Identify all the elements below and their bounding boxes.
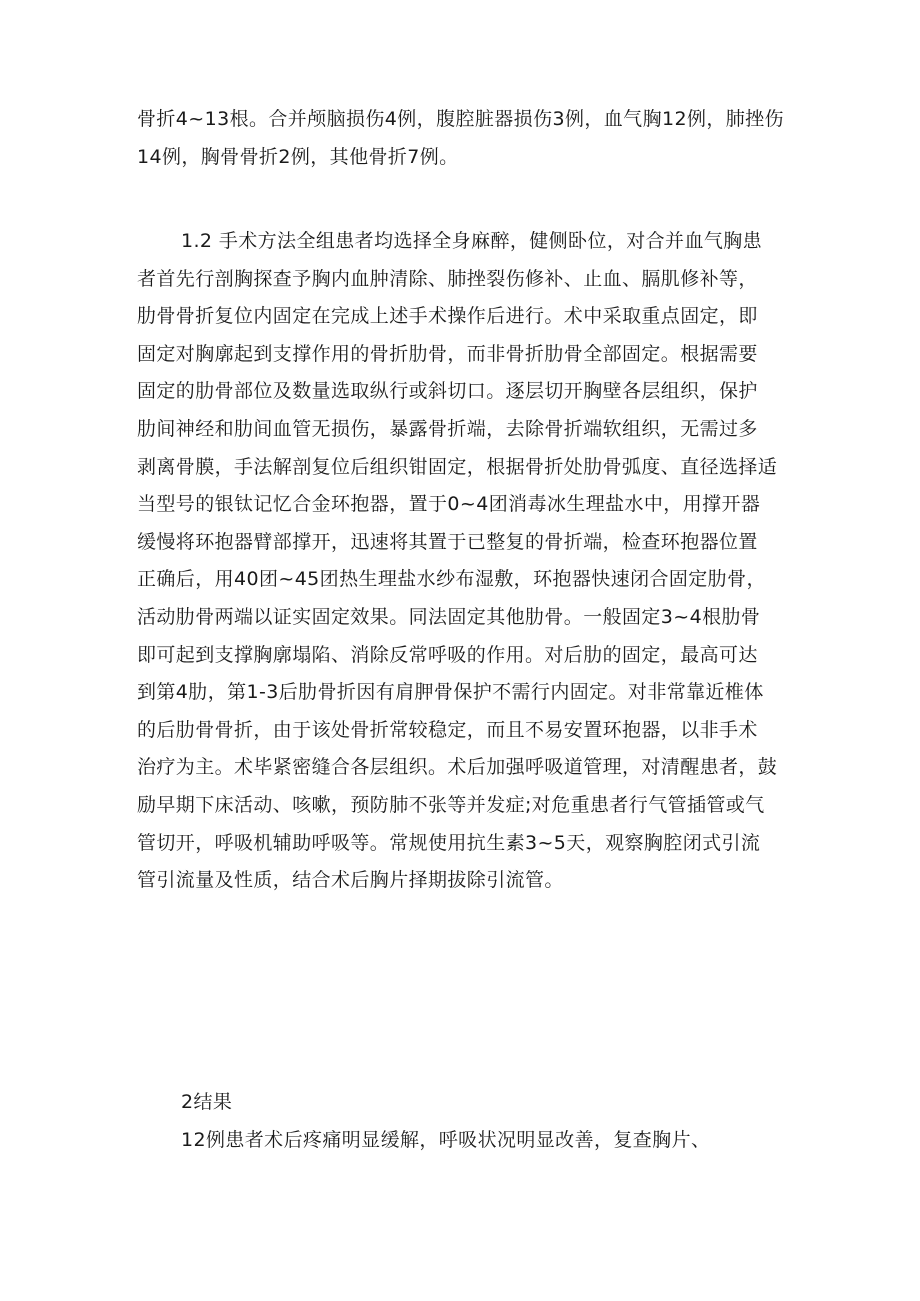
text-line: 治疗为主。术毕紧密缝合各层组织。术后加强呼吸道管理，对清醒患者，鼓 bbox=[137, 756, 778, 779]
text-line: 到第4肋，第1-3后肋骨折因有肩胛骨保护不需行内固定。对非常靠近椎体 bbox=[137, 681, 764, 704]
text-line: 1.2 手术方法全组患者均选择全身麻醉，健侧卧位，对合并血气胸患 bbox=[181, 230, 763, 252]
text-line: 骨折4~13根。合并颅脑损伤4例，腹腔脏器损伤3例，血气胸12例，肺挫伤 bbox=[137, 108, 784, 130]
text-line: 即可起到支撑胸廓塌陷、消除反常呼吸的作用。对后肋的固定，最高可达 bbox=[137, 643, 758, 666]
text-line: 管切开，呼吸机辅助呼吸等。常规使用抗生素3~5天，观察胸腔闭式引流 bbox=[137, 831, 761, 854]
text-line: 固定的肋骨部位及数量选取纵行或斜切口。逐层切开胸壁各层组织，保护 bbox=[137, 380, 758, 403]
text-line: 者首先行剖胸探查予胸内血肿清除、肺挫裂伤修补、止血、膈肌修补等， bbox=[137, 267, 758, 290]
heading-text: 2结果 bbox=[181, 1091, 233, 1113]
paragraph-case-summary bbox=[137, 101, 797, 176]
section-heading-results bbox=[181, 1084, 841, 1122]
text-line: 当型号的银钛记忆合金环抱器，置于0~4团消毒冰生理盐水中，用撑开器 bbox=[137, 493, 761, 516]
paragraph-results bbox=[181, 1122, 841, 1160]
text-line: 14例，胸骨骨折2例，其他骨折7例。 bbox=[137, 145, 459, 168]
text-line: 正确后，用40团~45团热生理盐水纱布湿敷，环抱器快速闭合固定肋骨， bbox=[137, 568, 766, 591]
text-line: 肋骨骨折复位内固定在完成上述手术操作后进行。术中采取重点固定，即 bbox=[137, 305, 758, 328]
text-line: 缓慢将环抱器臂部撑开，迅速将其置于已整复的骨折端，检查环抱器位置 bbox=[137, 530, 758, 553]
text-line: 剥离骨膜，手法解剖复位后组织钳固定，根据骨折处肋骨弧度、直径选择适 bbox=[137, 455, 778, 478]
text-line: 肋间神经和肋间血管无损伤，暴露骨折端，去除骨折端软组织，无需过多 bbox=[137, 417, 758, 440]
text-line: 活动肋骨两端以证实固定效果。同法固定其他肋骨。一般固定3~4根肋骨 bbox=[137, 605, 761, 628]
text-line: 固定对胸廓起到支撑作用的骨折肋骨，而非骨折肋骨全部固定。根据需要 bbox=[137, 342, 758, 365]
text-line: 管引流量及性质，结合术后胸片择期拔除引流管。 bbox=[137, 869, 564, 892]
text-line: 的后肋骨骨折，由于该处骨折常较稳定，而且不易安置环抱器，以非手术 bbox=[137, 718, 758, 741]
text-line: 励早期下床活动、咳嗽，预防肺不张等并发症;对危重患者行气管插管或气 bbox=[137, 793, 765, 816]
paragraph-surgical-method bbox=[137, 223, 797, 900]
text-line: 12例患者术后疼痛明显缓解，呼吸状况明显改善，复查胸片、 bbox=[181, 1129, 711, 1151]
